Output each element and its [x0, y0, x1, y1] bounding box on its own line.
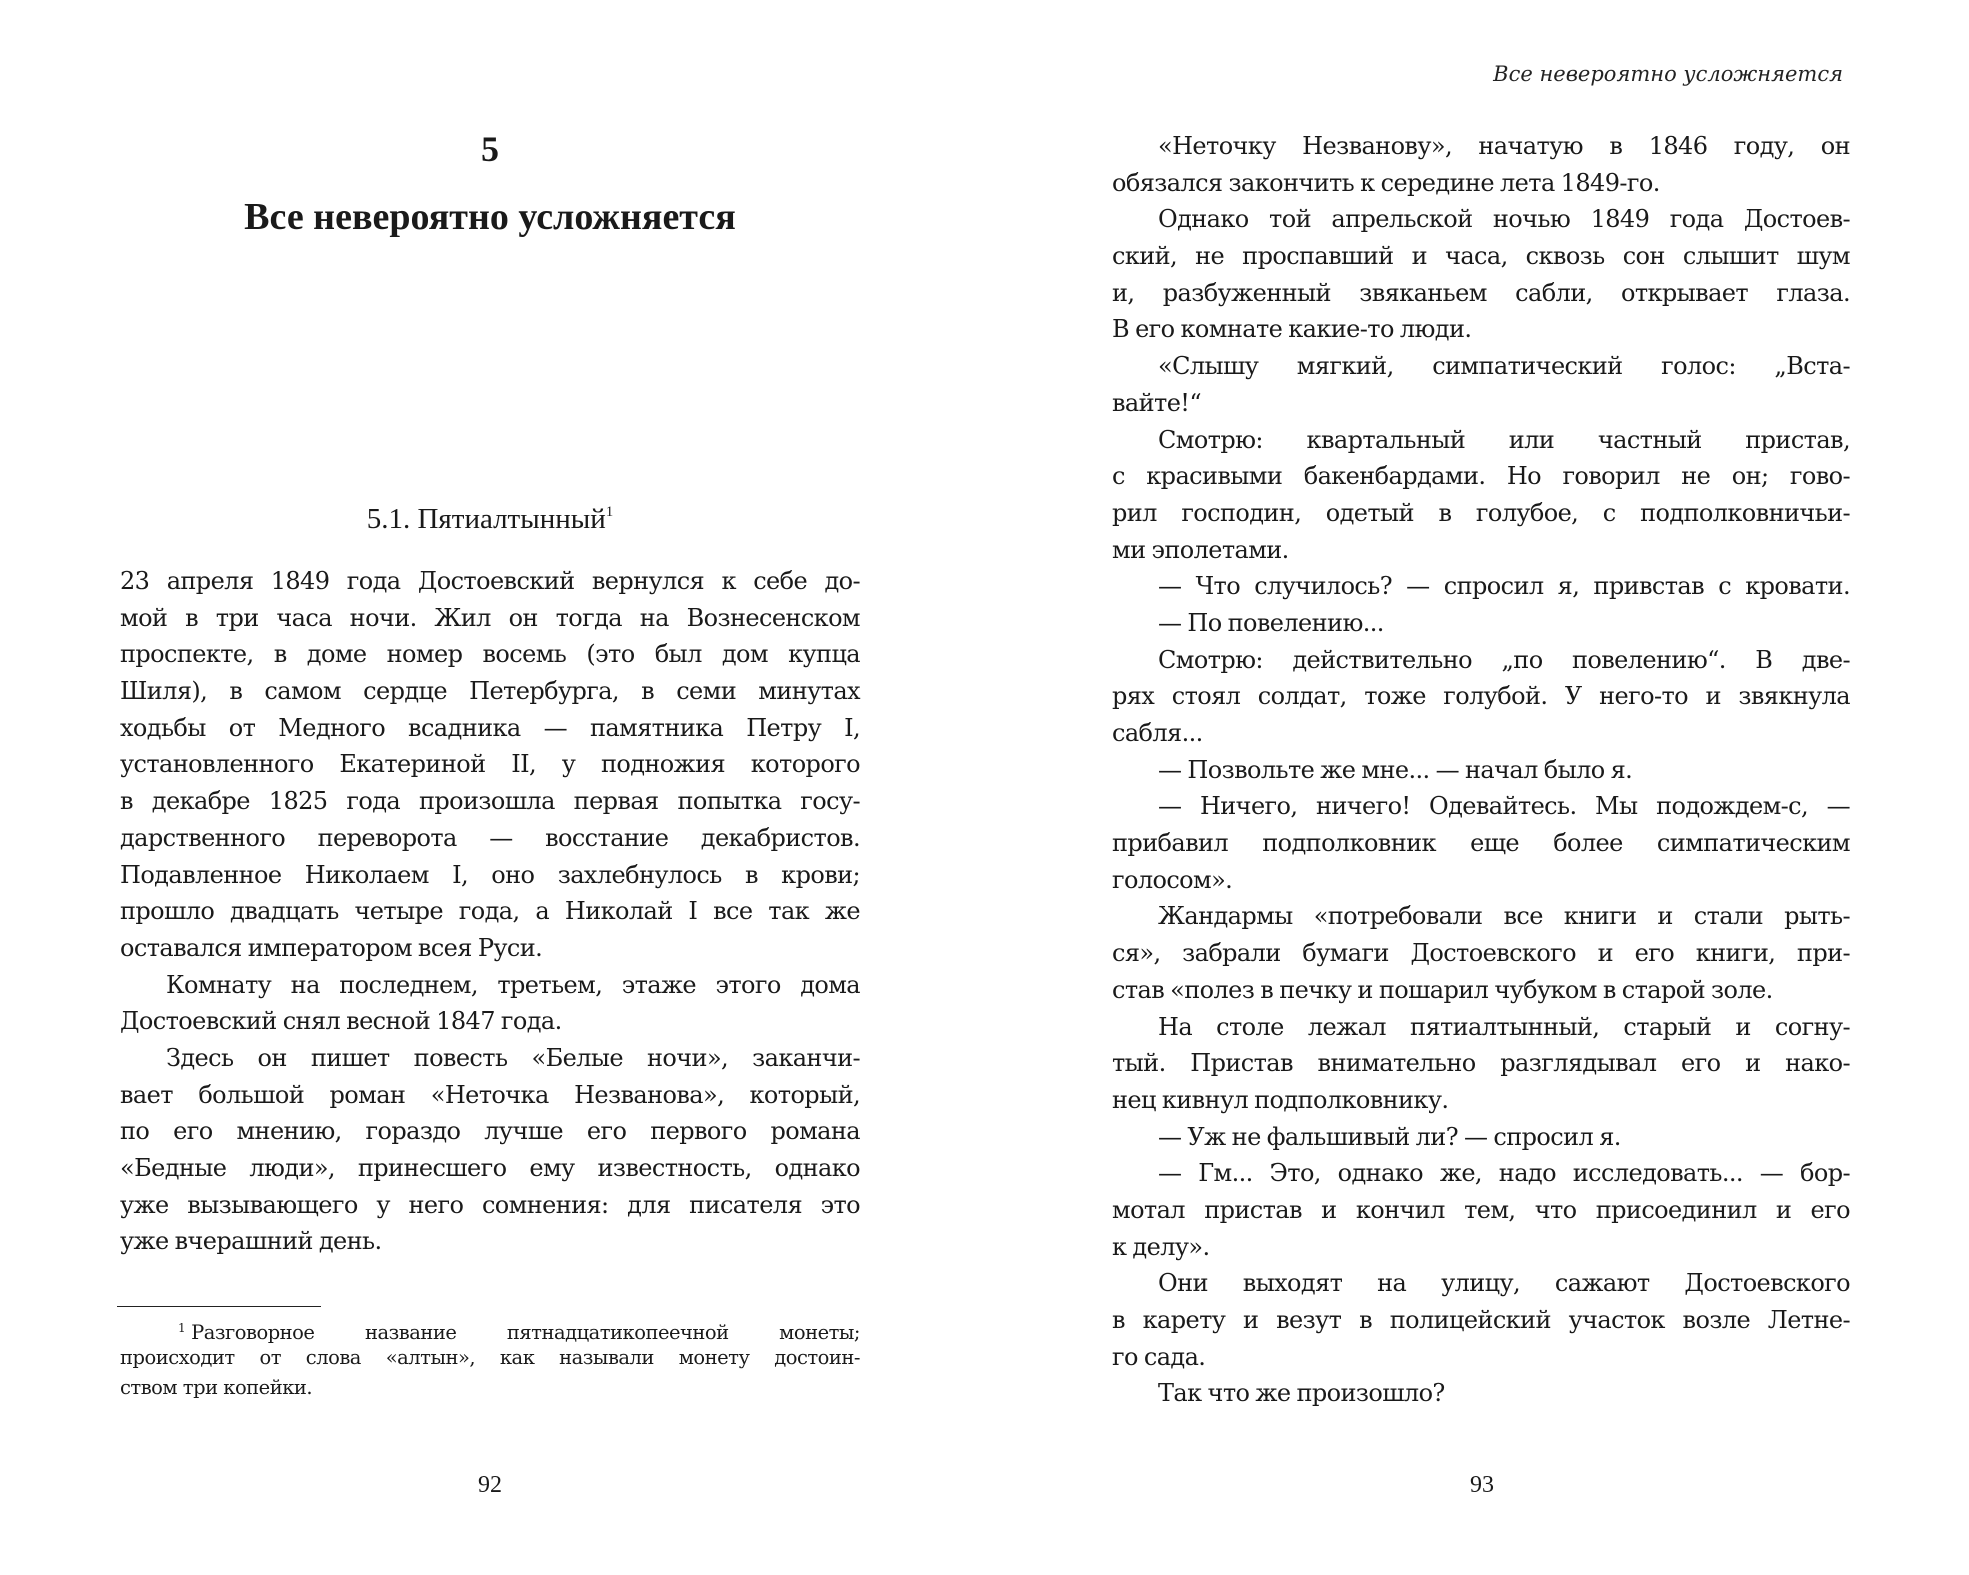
text-line: и, разбуженный звяканьем сабли, открывает глаза.	[1112, 278, 1850, 307]
chapter-number: 5	[481, 129, 499, 169]
text-line: уже вчерашний день.	[120, 1227, 382, 1256]
text-line: Шиля), в самом сердце Петербурга, в семи минутах	[120, 677, 860, 706]
text-line: сабля...	[1112, 719, 1203, 747]
page-number-left: 92	[478, 1472, 502, 1498]
text-line: нец кивнул подполковнику.	[1112, 1085, 1449, 1114]
text-line: по его мнению, гораздо лучше его первого романа	[120, 1117, 860, 1146]
text-line: рил господин, одетый в голубое, с подполковничьи-	[1112, 498, 1850, 527]
text-line: с красивыми бакенбардами. Но говорил не он; гово-	[1112, 462, 1850, 491]
text-line: В его комнате какие-то люди.	[1112, 315, 1472, 344]
text-line: рях стоял солдат, тоже голубой. У него-то и звякнула	[1112, 682, 1850, 711]
text-line: уже вызывающего у него сомнения: для писателя это	[120, 1190, 860, 1219]
text-line: — Уж не фальшивый ли? — спросил я.	[1158, 1122, 1621, 1151]
text-line: Они выходят на улицу, сажают Достоевского	[1158, 1269, 1850, 1298]
text-line: прошло двадцать четыре года, а Николай I все так же	[120, 897, 860, 926]
text-line: ский, не проспавший и часа, сквозь сон слышит шум	[1112, 242, 1850, 271]
text-line: мой в три часа ночи. Жил он тогда на Вознесенском	[120, 603, 860, 632]
footnote-reference[interactable]: 1	[605, 504, 614, 520]
text-line: ходьбы от Медного всадника — памятника Петру I,	[120, 713, 860, 742]
text-line: — Гм... Это, однако же, надо исследовать... — бор-	[1158, 1159, 1850, 1188]
text-line: оставался императором всея Руси.	[120, 933, 543, 962]
text-line: тый. Пристав внимательно разглядывал его и нако-	[1112, 1049, 1850, 1078]
text-line: Комнату на последнем, третьем, этаже этого дома	[166, 970, 860, 999]
text-line: ся», забрали бумаги Достоевского и его книги, при-	[1112, 939, 1850, 968]
chapter-title: Все невероятно усложняется	[244, 196, 736, 238]
text-line: установленного Екатериной II, у подножия которого	[120, 750, 860, 779]
running-header: Все невероятно усложняется	[1493, 62, 1843, 86]
text-line: Смотрю: квартальный или частный пристав,	[1158, 425, 1850, 454]
text-line: — Ничего, ничего! Одевайтесь. Мы подождем-с, —	[1158, 792, 1850, 821]
text-line: Здесь он пишет повесть «Белые ночи», заканчи-	[166, 1043, 860, 1072]
right-page	[985, 0, 1969, 1575]
text-line: Подавленное Николаем I, оно захлебнулось в крови;	[120, 860, 860, 889]
text-line: голосом».	[1112, 865, 1233, 894]
text-line: — Позвольте же мне... — начал было я.	[1158, 755, 1633, 784]
text-line: вайте!“	[1112, 388, 1202, 417]
text-line: — Что случилось? — спросил я, привстав с кровати.	[1158, 572, 1850, 601]
footnote-mark: 1	[178, 1321, 186, 1335]
text-line: Так что же произошло?	[1158, 1379, 1445, 1408]
text-line: вает большой роман «Неточка Незванова», который,	[120, 1080, 860, 1109]
text-line: к делу».	[1112, 1232, 1210, 1261]
text-line: в карету и везут в полицейский участок возле Летне-	[1112, 1306, 1850, 1334]
footnote	[120, 1313, 860, 1403]
text-line: дарственного переворота — восстание декабристов.	[120, 823, 860, 852]
section-title	[120, 503, 860, 536]
text-line: 23 апреля 1849 года Достоевский вернулся к себе до-	[120, 567, 860, 595]
right-body-text	[1112, 128, 1850, 1412]
text-line: мотал пристав и кончил тем, что присоединил и его	[1112, 1195, 1850, 1224]
footnote-line: происходит от слова «алтын», как называли монету достоин-	[120, 1346, 860, 1369]
left-body-text	[120, 563, 860, 1260]
text-line: став «полез в печку и пошарил чубуком в старой золе.	[1112, 975, 1773, 1004]
text-line: в декабре 1825 года произошла первая попытка госу-	[120, 787, 860, 816]
text-line: Смотрю: действительно „по повелению“. В две-	[1158, 645, 1850, 674]
text-line: На столе лежал пятиалтынный, старый и согну-	[1158, 1012, 1850, 1041]
left-page	[0, 0, 984, 1575]
text-line: «Неточку Незванову», начатую в 1846 году, он	[1158, 132, 1850, 160]
footnote-line: ством три копейки.	[120, 1376, 313, 1399]
text-line: Достоевский снял весной 1847 года.	[120, 1007, 562, 1036]
page-number-right: 93	[1470, 1472, 1494, 1498]
text-line: ми эполетами.	[1112, 535, 1289, 564]
section-title-text: 5.1. Пятиалтынный	[366, 503, 606, 535]
text-line: прибавил подполковник еще более симпатическим	[1112, 829, 1850, 858]
footnote-line	[120, 1313, 860, 1343]
text-line: проспекте, в доме номер восемь (это был дом купца	[120, 640, 860, 669]
text-line: го сада.	[1112, 1342, 1206, 1371]
text-line: обязался закончить к середине лета 1849-го.	[1112, 168, 1660, 197]
footnote-text: Разговорное название пятнадцатикопеечной монеты;	[191, 1321, 860, 1344]
text-line: «Слышу мягкий, симпатический голос: „Вста-	[1158, 352, 1850, 381]
text-line: Однако той апрельской ночью 1849 года Достоев-	[1158, 205, 1850, 234]
text-line: — По повелению...	[1158, 608, 1384, 637]
footnote-separator	[117, 1306, 321, 1307]
text-line: «Бедные люди», принесшего ему известность, однако	[120, 1154, 860, 1182]
text-line: Жандармы «потребовали все книги и стали рыть-	[1158, 902, 1850, 931]
